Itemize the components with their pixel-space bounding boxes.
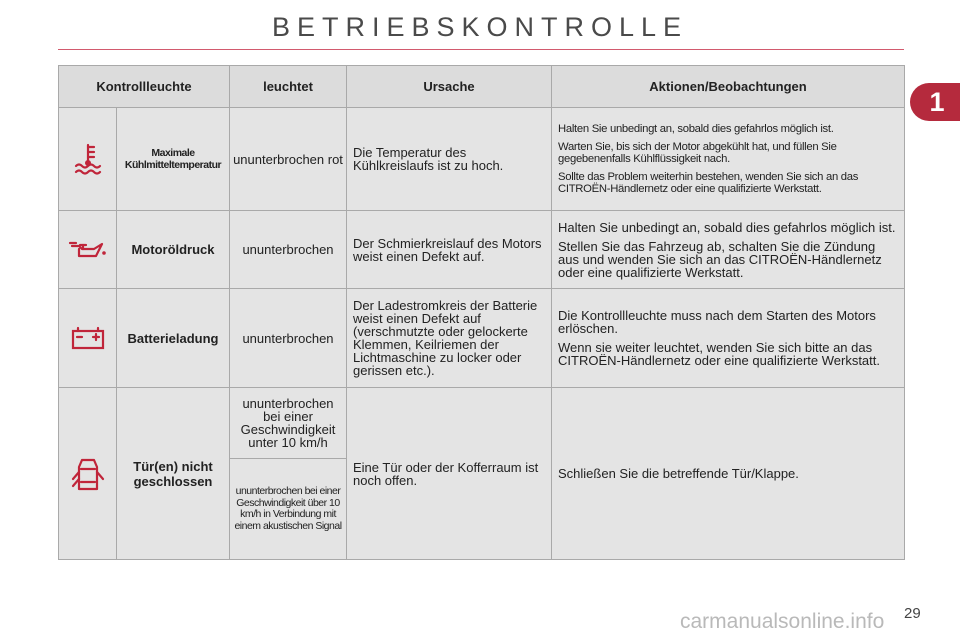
icon-cell xyxy=(59,289,117,388)
door-open-icon xyxy=(60,455,115,493)
cause-text: Der Ladestromkreis der Batterie weist einen Defekt auf (verschmutzte oder gelockerte Klemmen, Keilriemen der Lichtmaschine zu locker oder gerissen etc.). xyxy=(347,289,552,388)
lights-value: ununterbrochen xyxy=(230,211,347,289)
warning-name: Motoröldruck xyxy=(117,211,230,289)
cause-text: Eine Tür oder der Kofferraum ist noch offen. xyxy=(347,388,552,560)
lights-value: ununterbrochen bei einer Geschwindigkeit über 10 km/h in Verbindung mit einem akustischen Signal xyxy=(230,459,347,560)
title-divider xyxy=(58,49,904,50)
action-text: Halten Sie unbedingt an, sobald dies gefahrlos möglich ist. xyxy=(558,123,834,135)
action-text: Halten Sie unbedingt an, sobald dies gefahrlos möglich ist. xyxy=(558,219,896,235)
lights-value: ununterbrochen bei einer Geschwindigkeit unter 10 km/h xyxy=(230,388,347,459)
icon-cell xyxy=(59,108,117,211)
battery-icon xyxy=(60,325,115,351)
warning-name: Tür(en) nicht geschlossen xyxy=(117,388,230,560)
coolant-temperature-icon xyxy=(60,142,115,176)
actions-cell xyxy=(552,289,905,388)
actions-cell xyxy=(552,108,905,211)
warning-lights-table xyxy=(58,65,905,560)
table-row xyxy=(59,211,905,289)
header-lights: leuchtet xyxy=(230,66,347,108)
header-warning-light: Kontrollleuchte xyxy=(59,66,230,108)
actions-cell xyxy=(552,211,905,289)
table-row xyxy=(59,108,905,211)
cause-text: Der Schmierkreislauf des Motors weist einen Defekt auf. xyxy=(347,211,552,289)
action-text: Sollte das Problem weiterhin bestehen, wenden Sie sich an das CITROËN-Händlernetz oder eine qualifizierte Werkstatt. xyxy=(558,171,859,195)
action-text: Stellen Sie das Fahrzeug ab, schalten Sie die Zündung aus und wenden Sie sich an das CITROËN-Händlernetz oder eine qualifizierte Werkstatt. xyxy=(558,238,882,280)
page-number: 29 xyxy=(904,605,921,622)
chapter-tab: 1 xyxy=(910,83,960,121)
cause-text: Die Temperatur des Kühlkreislaufs ist zu hoch. xyxy=(347,108,552,211)
lights-value: ununterbrochen xyxy=(230,289,347,388)
action-text: Wenn sie weiter leuchtet, wenden Sie sich bitte an das CITROËN-Händlernetz oder eine qualifizierte Werkstatt. xyxy=(558,340,880,368)
warning-name: Maximale Kühlmitteltemperatur xyxy=(117,108,230,211)
header-actions: Aktionen/Beobachtungen xyxy=(552,66,905,108)
lights-value: ununterbrochen rot xyxy=(230,108,347,211)
header-cause: Ursache xyxy=(347,66,552,108)
table-row xyxy=(59,388,905,459)
actions-cell xyxy=(552,388,905,560)
action-text: Schließen Sie die betreffende Tür/Klappe. xyxy=(558,466,799,481)
icon-cell xyxy=(59,211,117,289)
watermark: carmanualsonline.info xyxy=(680,610,885,633)
oil-pressure-icon xyxy=(60,238,115,262)
action-text: Warten Sie, bis sich der Motor abgekühlt hat, und füllen Sie gegebenenfalls Kühlflüssigkeit nach. xyxy=(558,141,837,165)
table-header-row xyxy=(59,66,905,108)
icon-cell xyxy=(59,388,117,560)
table-row xyxy=(59,289,905,388)
page-title: BETRIEBSKONTROLLE xyxy=(271,12,689,42)
warning-name: Batterieladung xyxy=(117,289,230,388)
action-text: Die Kontrollleuchte muss nach dem Starten des Motors erlöschen. xyxy=(558,308,876,336)
